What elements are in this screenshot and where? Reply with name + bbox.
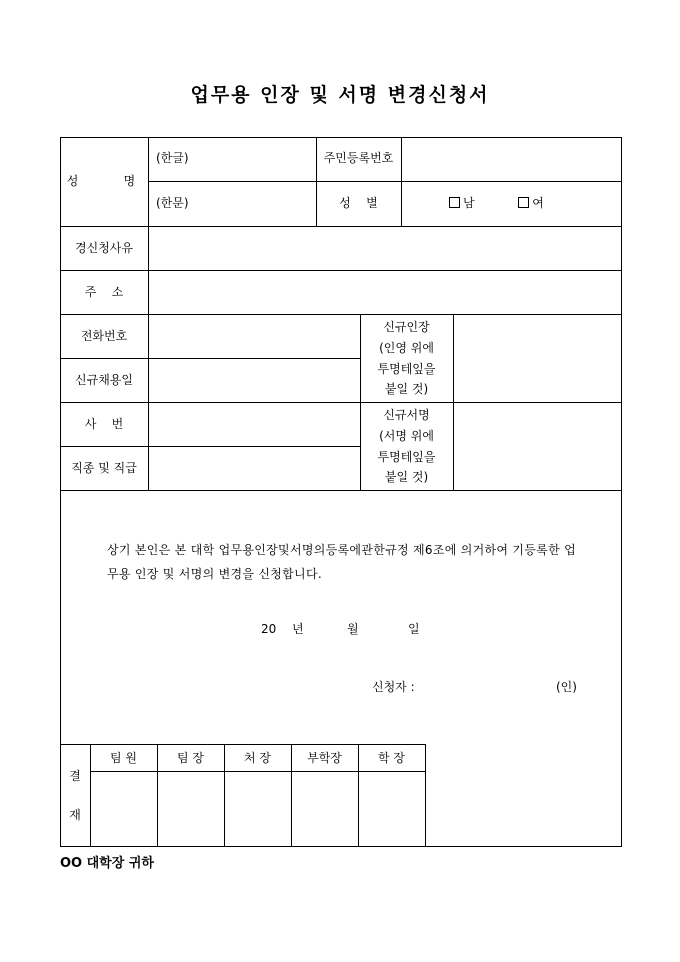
job-grade-label: 직종 및 직급	[71, 461, 137, 475]
new-seal-label: (인영 위에	[379, 341, 434, 355]
reason-label: 경신청사유	[75, 241, 133, 255]
form-border-top	[60, 137, 622, 138]
row-divider	[60, 490, 622, 491]
row-divider	[60, 226, 622, 227]
statement-text: 상기 본인은 본 대학 업무용인장및서명의등록에관한규정 제6조에 의거하여 기등록한 업무용 인장 및 서명의 변경을 신청합니다.	[107, 543, 576, 581]
applicant-label: 신청자 :	[372, 680, 415, 694]
gender-male-checkbox[interactable]	[449, 197, 460, 208]
date-month-label: 월	[347, 622, 359, 636]
approval-column-header: 팀 원	[110, 751, 137, 765]
hire-date-label: 신규채용일	[75, 373, 133, 387]
approval-column-header: 처 장	[244, 751, 271, 765]
date-year-label: 년	[292, 622, 304, 636]
form-border-bottom	[60, 846, 622, 847]
approval-column-header: 부학장	[307, 751, 342, 765]
new-seal-label: 붙일 것)	[384, 382, 429, 396]
gender-male-label: 남	[463, 196, 475, 210]
approval-label-bottom: 재	[69, 808, 81, 822]
approval-label-top: 결	[69, 769, 81, 783]
gender-options	[449, 196, 544, 211]
approval-border-top	[60, 744, 426, 745]
new-signature-label: 붙일 것)	[384, 470, 429, 484]
approval-header-divider	[90, 771, 426, 772]
gender-label: 성 별	[339, 196, 378, 210]
col-divider	[401, 137, 402, 226]
date-year-prefix: 20	[261, 622, 277, 636]
seal-mark: (인)	[556, 680, 577, 694]
employee-no-label: 사 번	[84, 417, 124, 431]
name-label: 성 명	[66, 174, 142, 188]
address-label: 주 소	[84, 285, 124, 299]
hangul-label: (한글)	[156, 151, 189, 165]
resident-id-label: 주민등록번호	[323, 151, 394, 165]
row-divider	[60, 358, 360, 359]
col-divider	[148, 137, 149, 490]
new-seal-label: 투명테잎을	[377, 362, 436, 376]
new-seal-label: 신규인장	[383, 320, 430, 334]
row-divider	[60, 446, 360, 447]
approval-column-header: 학 장	[378, 751, 405, 765]
row-divider	[60, 314, 622, 315]
gender-female-label: 여	[532, 196, 544, 210]
new-signature-label: (서명 위에	[379, 429, 434, 443]
recipient-line: OO 대학장 귀하	[60, 856, 154, 871]
document-title: 업무용 인장 및 서명 변경신청서	[190, 84, 490, 106]
gender-female-checkbox[interactable]	[518, 197, 529, 208]
new-signature-label: 신규서명	[383, 408, 430, 422]
approval-column-header: 팀 장	[177, 751, 204, 765]
row-divider	[60, 270, 622, 271]
new-signature-label: 투명테잎을	[377, 450, 436, 464]
row-divider	[148, 181, 622, 182]
form-border-right	[621, 137, 622, 847]
hanja-label: (한문)	[156, 196, 189, 210]
col-divider	[453, 314, 454, 490]
approval-col-divider	[425, 744, 426, 846]
date-day-label: 일	[408, 622, 420, 636]
phone-label: 전화번호	[80, 329, 128, 343]
row-divider	[60, 402, 622, 403]
